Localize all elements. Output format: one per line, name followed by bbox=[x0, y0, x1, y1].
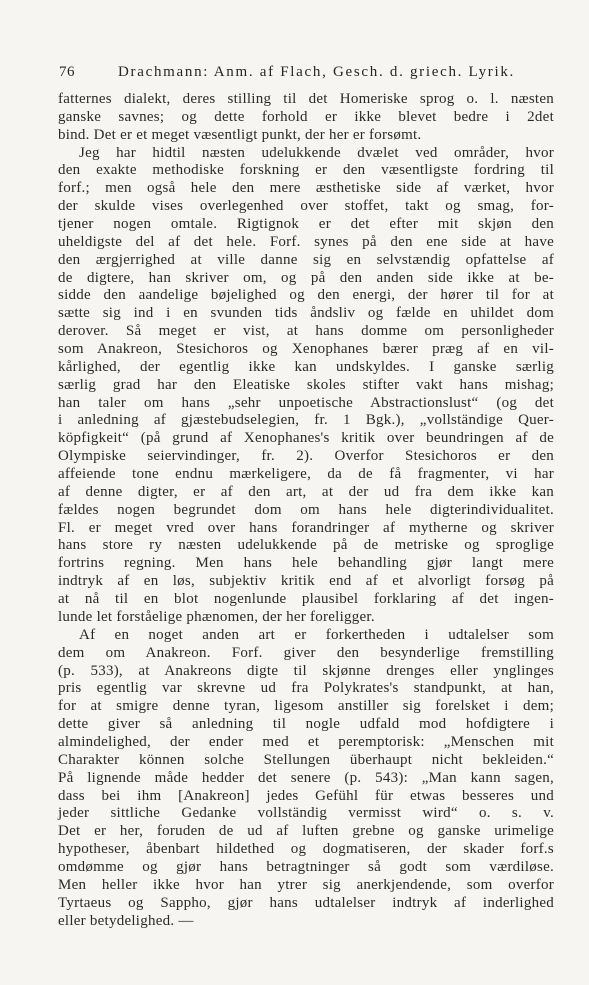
text-line: fatternes dialekt, deres stilling til det Homeriske sprog o. l. næsten bbox=[58, 91, 554, 107]
text-line: pris egentlig var skrevne ud fra Polykrates's standpunkt, at han, bbox=[58, 680, 554, 697]
text-line: bind. Det er et meget væsentligt punkt, der her er forsømt. bbox=[58, 126, 422, 143]
text-line: Fl. er meget vred over hans forandringer af mytherne og skriver bbox=[58, 519, 554, 536]
text-line: hypotheser, åbenbart hildethed og dogmatiseren, der skader forf.s bbox=[58, 841, 554, 858]
text-line: hans store ry næsten udelukkende på de metriske og sproglige bbox=[58, 537, 554, 554]
paragraph-2 bbox=[58, 145, 554, 627]
text-line: lunde let forståelige phænomen, der her foreligger. bbox=[58, 608, 375, 625]
body-text bbox=[58, 91, 554, 930]
running-head: Drachmann: Anm. af Flach, Gesch. d. griech. Lyrik. bbox=[118, 64, 515, 80]
text-line: köpfigkeit“ (på grund af Xenophanes's kritik over beundringen af de bbox=[58, 430, 554, 447]
text-line: uheldigste del af det hele. Forf. synes på den ene side at have bbox=[58, 233, 554, 250]
paragraph-1 bbox=[58, 91, 554, 145]
text-line: særlig grad har den Eleatiske skoles stifter vakt hans mishag; bbox=[58, 376, 554, 393]
text-line: affeiende tone endnu mærkeligere, da de få fragmenter, vi har bbox=[58, 466, 554, 483]
text-line: jeder sittliche Gedanke vollständig vermisst wird“ o. s. v. bbox=[58, 805, 554, 822]
text-line: tjener nogen omtale. Rigtignok er det efter mit skjøn den bbox=[58, 216, 554, 233]
text-line: den exakte methodiske forskning er den væsentligste fordring til bbox=[58, 162, 554, 179]
text-line: fældes nogen begrundet dom om hans hele digterindividualitet. bbox=[58, 501, 554, 518]
text-line: forf.; men også hele den mere æsthetiske side af værket, hvor bbox=[58, 180, 554, 197]
text-line: Det er her, foruden de ud af luften grebne og ganske urimelige bbox=[58, 823, 554, 840]
text-line: at nå til en blot nogenlunde plausibel forklaring af det ingen- bbox=[58, 591, 554, 608]
text-line: Olympiske seiervindinger, fr. 2). Overfor Stesichoros er den bbox=[58, 448, 554, 465]
text-line: som Anakreon, Stesichoros og Xenophanes bærer præg af en vil- bbox=[58, 341, 554, 358]
page-number: 76 bbox=[59, 64, 75, 80]
text-line: Charakter können solche Stellungen überhaupt nicht bekleiden.“ bbox=[58, 751, 554, 768]
text-line: de digtere, han skriver om, og på den anden side ikke at be- bbox=[58, 269, 554, 286]
text-line: omdømme og gjør hans betragtninger så godt som værdiløse. bbox=[58, 858, 554, 875]
text-line: Jeg har hidtil næsten udelukkende dvælet ved områder, hvor bbox=[79, 144, 554, 161]
text-line: for at smigre denne tyran, ligesom anstiller sig forelsket i dem; bbox=[58, 698, 554, 715]
text-line: dass bei ihm [Anakreon] jedes Gefühl für etwas besseres und bbox=[58, 787, 554, 804]
text-line: den ærgjerrighed at ville danne sig en selvstændig opfattelse af bbox=[58, 251, 554, 268]
page-header bbox=[59, 63, 539, 81]
text-line: Tyrtaeus og Sappho, gjør hans udtalelser indtryk af inderlighed bbox=[58, 894, 554, 911]
text-line: almindelighed, der ender med et peremptorisk: „Menschen mit bbox=[58, 733, 554, 750]
text-line: i anledning af gjæstebudselegien, fr. 1 Bgk.), „vollständige Quer- bbox=[58, 412, 554, 429]
paragraph-3 bbox=[58, 627, 554, 931]
text-line: dette giver så anledning til nogle udfald mod hofdigtere i bbox=[58, 716, 554, 733]
text-line: ganske savnes; og dette forhold er ikke blevet bedre i 2det bbox=[58, 108, 554, 125]
text-line: han taler om hans „sehr unpoetische Abstractionslust“ (og det bbox=[58, 394, 554, 411]
text-line: indtryk af en løs, subjektiv kritik end af et alvorligt forsøg på bbox=[58, 573, 554, 590]
text-line: sætte sig ind i en svunden tids åndsliv og fælde en uhildet dom bbox=[58, 305, 554, 322]
text-line: På lignende måde hedder det senere (p. 543): „Man kann sagen, bbox=[58, 769, 554, 786]
text-line: Af en noget anden art er forkertheden i udtalelser som bbox=[79, 626, 554, 643]
text-line: dem om Anakreon. Forf. giver den besynderlige fremstilling bbox=[58, 644, 554, 661]
text-line: af denne digter, er af den art, at der ud fra dem ikke kan bbox=[58, 483, 554, 500]
text-line: der skulde vises overlegenhed over stoffet, takt og smag, for- bbox=[58, 198, 554, 215]
text-line: derover. Så meget er vist, at hans domme om personligheder bbox=[58, 323, 554, 340]
text-line: Men heller ikke hvor han ytrer sig anerkjendende, som overfor bbox=[58, 876, 554, 893]
text-line: (p. 533), at Anakreons digte til skjønne drenges eller ynglinges bbox=[58, 662, 554, 679]
text-line: kårlighed, der egentlig ikke kan undskyldes. I ganske særlig bbox=[58, 358, 554, 375]
text-line: eller betydelighed. — bbox=[58, 912, 194, 929]
text-line: sidde den aandelige bøjelighed og den energi, der hører til for at bbox=[58, 287, 554, 304]
text-line: fortrins regning. Men hans hele behandling gjør langt mere bbox=[58, 555, 554, 572]
